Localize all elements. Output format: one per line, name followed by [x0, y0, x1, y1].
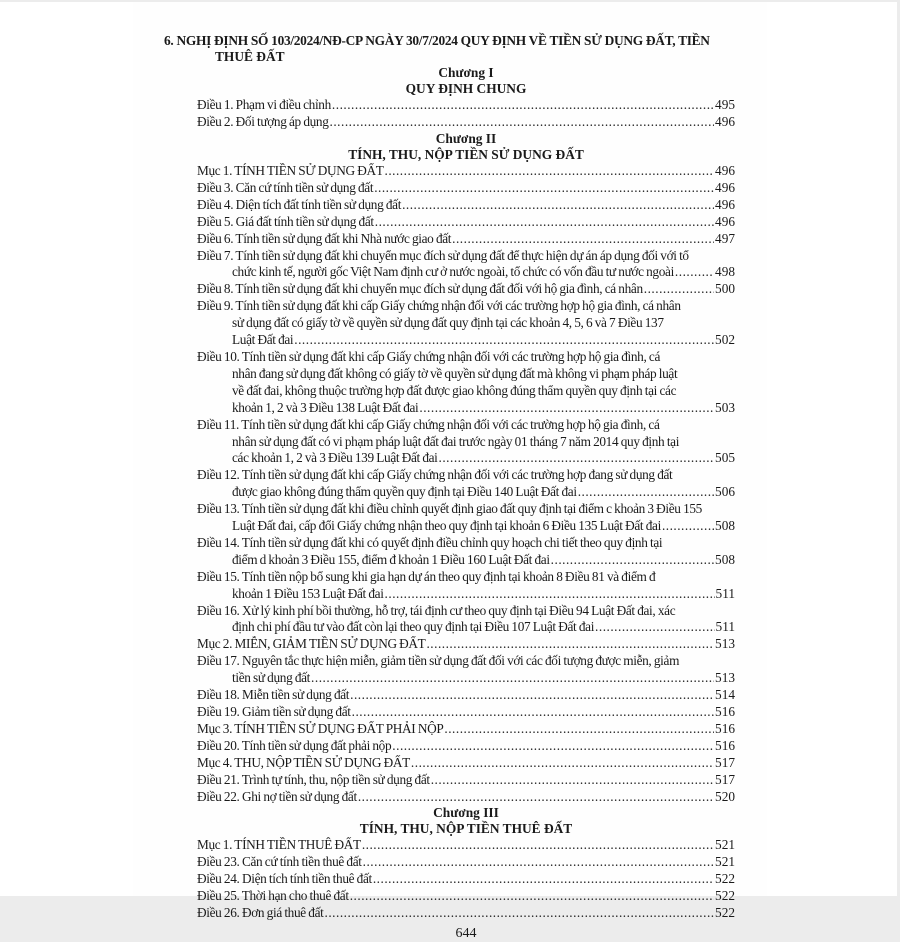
toc-entry-leader-row — [197, 552, 735, 569]
toc-entry-line: Điều 12. Tính tiền sử dụng đất khi cấp Giấy chứng nhận đối với các trường hợp đang sử dụng đất — [197, 467, 673, 483]
toc-entry[interactable] — [197, 467, 735, 501]
toc-entry-page: 496 — [715, 179, 735, 195]
dot-leader — [375, 214, 714, 231]
toc-entry-leader-row — [197, 905, 735, 922]
toc-entry-leader-row — [197, 871, 735, 888]
toc-entry-line: Điều 14. Tính tiền sử dụng đất khi có quyết định điều chỉnh quy hoạch chi tiết theo quy định tại — [197, 534, 663, 550]
toc-entry[interactable] — [197, 755, 735, 772]
chapter-label: Chương III — [433, 805, 499, 820]
toc-entry-title: Mục 2. MIỄN, GIẢM TIỀN SỬ DỤNG ĐẤT — [197, 636, 426, 652]
dot-leader — [358, 789, 714, 806]
toc-entry-line: nhân đang sử dụng đất không có giấy tờ về quyền sử dụng đất mà không vi phạm pháp luật — [232, 365, 678, 381]
dot-leader — [363, 854, 714, 871]
toc-entry-title: Điều 25. Thời hạn cho thuê đất — [197, 887, 349, 903]
dot-leader — [644, 281, 714, 298]
toc-entry-line: Điều 16. Xử lý kinh phí bồi thường, hỗ trợ, tái định cư theo quy định tại Điều 94 Luật Đất đai, xác — [197, 602, 676, 618]
toc-entry[interactable] — [197, 180, 735, 197]
toc-entry-title: Điều 8. Tính tiền sử dụng đất khi chuyển mục đích sử dụng đất đối với hộ gia đình, cá nhân — [197, 281, 643, 297]
toc-entry-title: khoản 1, 2 và 3 Điều 138 Luật Đất đai — [232, 399, 419, 415]
dot-leader — [444, 721, 714, 738]
toc-entry-page: 521 — [715, 853, 735, 869]
dot-leader — [426, 636, 714, 653]
toc-entry-title: chức kinh tế, người gốc Việt Nam định cư ở nước ngoài, tổ chức có vốn đầu tư nước ngoài — [232, 264, 674, 280]
toc-entry-leader-row — [197, 837, 735, 854]
toc-entry-leader-row — [197, 180, 735, 197]
toc-entry-page: 517 — [715, 754, 735, 770]
toc-entry[interactable] — [197, 417, 735, 468]
toc-entry-leader-row — [197, 619, 735, 636]
toc-entry-leader-row — [197, 636, 735, 653]
dot-leader — [578, 484, 714, 501]
toc-entry-leader-row — [197, 114, 735, 131]
toc-entry-line: Điều 17. Nguyên tắc thực hiện miễn, giảm tiền sử dụng đất đối với các đối tượng được miễn, giảm — [197, 653, 680, 669]
toc-entry-leader-row — [197, 264, 735, 281]
toc-entry-page: 505 — [715, 450, 735, 466]
toc-entry-title: Mục 3. TÍNH TIỀN SỬ DỤNG ĐẤT PHẢI NỘP — [197, 720, 444, 736]
toc-entry-title: Điều 4. Diện tích đất tính tiền sử dụng đất — [197, 196, 402, 212]
toc-entry[interactable] — [197, 349, 735, 417]
toc-entry-leader-row — [197, 214, 735, 231]
dot-leader — [294, 332, 714, 349]
dot-leader — [392, 738, 714, 755]
toc-entry[interactable] — [197, 231, 735, 248]
chapter-label: Chương I — [438, 65, 494, 80]
dot-leader — [350, 687, 714, 704]
toc-chapter-2 — [197, 163, 735, 805]
dot-leader — [373, 871, 714, 888]
toc-entry-title: Luật Đất đai, cấp đổi Giấy chứng nhận theo quy định tại khoản 6 Điều 135 Luật Đất đai — [232, 518, 661, 534]
toc-entry-title: điểm d khoản 3 Điều 155, điểm đ khoản 1 Điều 160 Luật Đất đai — [232, 551, 550, 567]
toc-entry-page: 522 — [715, 870, 735, 886]
dot-leader — [352, 704, 714, 721]
toc-entry-leader-row — [197, 484, 735, 501]
toc-entry-page: 516 — [715, 737, 735, 753]
toc-entry[interactable] — [197, 888, 735, 905]
toc-entry-leader-row — [197, 687, 735, 704]
toc-entry[interactable] — [197, 603, 735, 637]
toc-entry[interactable] — [197, 214, 735, 231]
dot-leader — [551, 552, 714, 569]
toc-entry-page: 517 — [715, 771, 735, 787]
toc-entry-leader-row — [197, 400, 735, 417]
document-title-line-1: 6. NGHỊ ĐỊNH SỐ 103/2024/NĐ-CP NGÀY 30/7/2024 QUY ĐỊNH VỀ TIỀN SỬ DỤNG ĐẤT, TIỀN — [164, 33, 710, 48]
dot-leader — [362, 837, 714, 854]
dot-leader — [325, 905, 715, 922]
toc-entry-leader-row — [197, 755, 735, 772]
chapter-label: Chương II — [435, 131, 497, 146]
toc-entry-leader-row — [197, 450, 735, 467]
dot-leader — [419, 400, 714, 417]
toc-entry[interactable] — [197, 905, 735, 922]
toc-entry[interactable] — [197, 197, 735, 214]
toc-entry-line: Điều 7. Tính tiền sử dụng đất khi chuyển mục đích sử dụng đất để thực hiện dự án áp dụng đối với tổ — [197, 247, 689, 263]
toc-entry-leader-row — [197, 854, 735, 871]
toc-entry-leader-row — [197, 704, 735, 721]
toc-entry[interactable] — [197, 721, 735, 738]
toc-entry-page: 508 — [715, 518, 735, 534]
toc-entry-page: 520 — [715, 788, 735, 804]
toc-entry-leader-row — [197, 670, 735, 687]
toc-entry[interactable] — [197, 248, 735, 282]
toc-entry[interactable] — [197, 114, 735, 131]
toc-entry-title: Điều 26. Đơn giá thuê đất — [197, 904, 324, 920]
toc-entry[interactable] — [197, 687, 735, 704]
toc-entry-page: 503 — [715, 399, 735, 415]
toc-entry-leader-row — [197, 97, 735, 114]
toc-entry-page: 496 — [715, 113, 735, 129]
dot-leader — [411, 755, 714, 772]
toc-entry-page: 508 — [715, 551, 735, 567]
dot-leader — [402, 197, 714, 214]
toc-entry-line: nhân sử dụng đất có vi phạm pháp luật đất đai trước ngày 01 tháng 7 năm 2014 quy định tại — [232, 433, 680, 449]
toc-entry-line: Điều 9. Tính tiền sử dụng đất khi cấp Giấy chứng nhận đối với các trường hợp hộ gia đình, cá nhân — [197, 298, 681, 314]
toc-entry-title: Điều 24. Diện tích tính tiền thuê đất — [197, 870, 372, 886]
toc-entry-leader-row — [197, 332, 735, 349]
toc-entry-leader-row — [197, 789, 735, 806]
dot-leader — [662, 518, 714, 535]
chapter-title: TÍNH, THU, NỘP TIỀN SỬ DỤNG ĐẤT — [348, 147, 584, 162]
toc-entry-title: Điều 23. Căn cứ tính tiền thuê đất — [197, 853, 362, 869]
dot-leader — [431, 772, 714, 789]
chapter-title: TÍNH, THU, NỘP TIỀN THUÊ ĐẤT — [359, 821, 573, 836]
toc-entry-title: Mục 1. TÍNH TIỀN SỬ DỤNG ĐẤT — [197, 163, 384, 178]
dot-leader — [452, 231, 714, 248]
dot-leader — [385, 163, 715, 180]
toc-entry[interactable] — [197, 97, 735, 114]
document-title — [164, 33, 754, 65]
chapter-3-heading — [197, 805, 735, 837]
toc-entry-page: 522 — [715, 904, 735, 920]
toc-entry-page: 511 — [715, 585, 735, 601]
toc-chapter-1 — [197, 97, 735, 131]
toc-entry-title: Điều 6. Tính tiền sử dụng đất khi Nhà nước giao đất — [197, 230, 452, 246]
toc-entry-leader-row — [197, 231, 735, 248]
toc-entry-page: 497 — [715, 230, 735, 246]
toc-entry-title: Điều 18. Miễn tiền sử dụng đất — [197, 687, 350, 703]
toc-entry-leader-row — [197, 281, 735, 298]
dot-leader — [332, 97, 714, 114]
toc-entry-page: 516 — [715, 704, 735, 719]
toc-entry[interactable] — [197, 704, 735, 721]
toc-entry-title: các khoản 1, 2 và 3 Điều 139 Luật Đất đai — [232, 450, 438, 466]
toc-entry-title: tiền sử dụng đất — [232, 670, 311, 686]
chapter-title: QUY ĐỊNH CHUNG — [405, 81, 527, 96]
dot-leader — [675, 264, 714, 281]
toc-entry-page: 511 — [715, 619, 735, 635]
chapter-1-heading — [197, 65, 735, 97]
toc-entry-page: 495 — [715, 97, 735, 112]
toc-entry-page: 500 — [715, 281, 735, 297]
toc-entry[interactable] — [197, 298, 735, 349]
dot-leader — [385, 586, 715, 603]
toc-entry-page: 498 — [715, 264, 735, 280]
dot-leader — [439, 450, 715, 467]
toc-entry-title: Điều 20. Tính tiền sử dụng đất phải nộp — [197, 737, 392, 753]
toc-entry-leader-row — [197, 888, 735, 905]
toc-entry-title: Điều 3. Căn cứ tính tiền sử dụng đất — [197, 179, 374, 195]
toc-entry-page: 502 — [715, 332, 735, 348]
toc-entry-title: Điều 1. Phạm vi điều chỉnh — [197, 97, 331, 112]
toc-entry[interactable] — [197, 738, 735, 755]
toc-entry-title: được giao không đúng thẩm quyền quy định tại Điều 140 Luật Đất đai — [232, 484, 577, 500]
toc-entry[interactable] — [197, 163, 735, 180]
toc-entry[interactable] — [197, 871, 735, 888]
toc-entry[interactable] — [197, 501, 735, 535]
toc-entry[interactable] — [197, 854, 735, 871]
toc-entry[interactable] — [197, 535, 735, 569]
toc-entry[interactable] — [197, 281, 735, 298]
toc-entry-line: Điều 10. Tính tiền sử dụng đất khi cấp Giấy chứng nhận đối với các trường hợp hộ gia đình, cá — [197, 348, 660, 364]
toc-entry[interactable] — [197, 789, 735, 806]
toc-entry-leader-row — [197, 586, 735, 603]
dot-leader — [311, 670, 714, 687]
toc-entry-page: 513 — [715, 670, 735, 686]
toc-entry-leader-row — [197, 163, 735, 180]
toc-chapter-2 — [197, 837, 735, 922]
chapter-2-heading — [197, 131, 735, 163]
toc-entry[interactable] — [197, 569, 735, 603]
toc-entry[interactable] — [197, 636, 735, 653]
toc-entry-title: Mục 1. TÍNH TIỀN THUÊ ĐẤT — [197, 837, 361, 852]
toc-entry-page: 522 — [715, 887, 735, 903]
toc-entry[interactable] — [197, 653, 735, 687]
toc-entry-page: 496 — [715, 163, 735, 178]
toc-entry-title: Điều 2. Đối tượng áp dụng — [197, 113, 329, 129]
toc-entry-page: 513 — [715, 636, 735, 652]
toc-entry[interactable] — [197, 837, 735, 854]
dot-leader — [330, 114, 715, 131]
toc-entry-title: Mục 4. THU, NỘP TIỀN SỬ DỤNG ĐẤT — [197, 754, 410, 770]
toc-entry-title: Luật Đất đai — [232, 332, 294, 348]
toc-entry-title: Điều 21. Trình tự tính, thu, nộp tiền sử dụng đất — [197, 771, 430, 787]
toc-entry[interactable] — [197, 772, 735, 789]
toc-entry-leader-row — [197, 772, 735, 789]
dot-leader — [350, 888, 714, 905]
toc-entry-title: Điều 5. Giá đất tính tiền sử dụng đất — [197, 213, 374, 229]
document-title-line-2: THUÊ ĐẤT — [215, 49, 285, 64]
toc-entry-leader-row — [197, 518, 735, 535]
toc-entry-page: 496 — [715, 213, 735, 229]
toc-entry-title: khoản 1 Điều 153 Luật Đất đai — [232, 585, 384, 601]
toc-entry-line: sử dụng đất có giấy tờ về quyền sử dụng đất quy định tại các khoản 4, 5, 6 và 7 Điều 137 — [232, 315, 664, 331]
toc-entry-title: định chi phí đầu tư vào đất còn lại theo quy định tại Điều 107 Luật Đất đai — [232, 619, 595, 635]
toc-entry-page: 496 — [715, 196, 735, 212]
toc-entry-line: Điều 15. Tính tiền nộp bổ sung khi gia hạn dự án theo quy định tại khoản 8 Điều 81 và điểm đ — [197, 568, 656, 584]
toc-entry-line: về đất đai, không thuộc trường hợp đất được giao không đúng thẩm quyền quy định tại các — [232, 382, 677, 398]
toc-entry-page: 516 — [715, 720, 735, 736]
toc-entry-leader-row — [197, 738, 735, 755]
dot-leader — [374, 180, 714, 197]
page-number: 644 — [455, 926, 477, 941]
toc-entry-page: 514 — [715, 687, 735, 703]
toc-entry-title: Điều 22. Ghi nợ tiền sử dụng đất — [197, 788, 357, 804]
toc-entry-line: Điều 11. Tính tiền sử dụng đất khi cấp Giấy chứng nhận đối với các trường hợp hộ gia đình, cá — [197, 416, 660, 432]
toc-entry-leader-row — [197, 721, 735, 738]
toc-entry-line: Điều 13. Tính tiền sử dụng đất khi điều chỉnh quyết định giao đất quy định tại điểm c khoản 3 Điều 155 — [197, 501, 702, 517]
toc-entry-leader-row — [197, 197, 735, 214]
toc-entry-page: 521 — [715, 837, 735, 852]
toc-entry-title: Điều 19. Giảm tiền sử dụng đất — [197, 704, 351, 719]
dot-leader — [595, 619, 715, 636]
toc-entry-page: 506 — [715, 484, 735, 500]
